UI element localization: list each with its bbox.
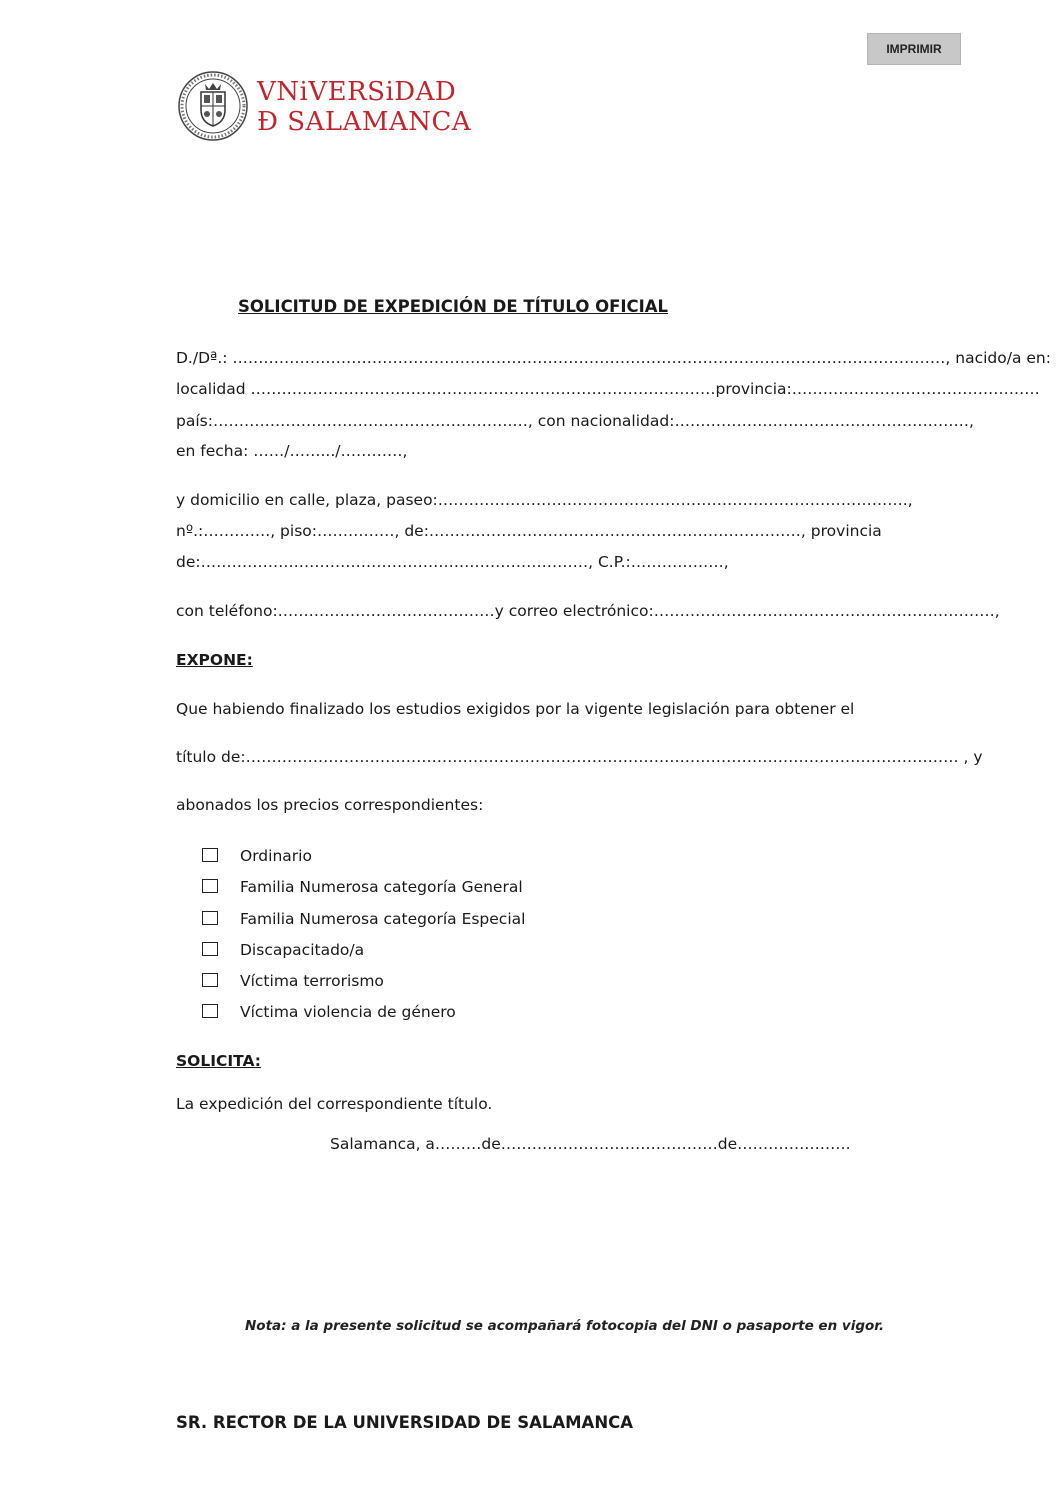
footer-recipient: SR. RECTOR DE LA UNIVERSIDAD DE SALAMANCA bbox=[176, 1413, 634, 1432]
checkbox[interactable] bbox=[202, 942, 218, 956]
solicita-heading: SOLICITA: bbox=[176, 1052, 261, 1070]
field-locality-line[interactable]: localidad ………………………………………………………………………………provincia:………………………………………… bbox=[176, 380, 1040, 398]
option-victima-terrorismo[interactable] bbox=[202, 970, 602, 992]
logo-line-2: Ð SALAMANCA bbox=[257, 107, 472, 137]
print-button[interactable]: IMPRIMIR bbox=[867, 33, 961, 65]
field-country-line[interactable]: país:………………………………………………….…, con nacionalidad:…………………………………………………, bbox=[176, 412, 974, 430]
field-name-line[interactable]: D./Dª.: …………………………………………………………………………………………………………………………, nacido/a en: bbox=[176, 349, 1051, 367]
option-label: Familia Numerosa categoría Especial bbox=[240, 910, 526, 928]
option-label: Discapacitado/a bbox=[240, 941, 365, 959]
checkbox[interactable] bbox=[202, 879, 218, 893]
field-degree-line[interactable]: título de:………………………………………………………………………………………………………………………… , y bbox=[176, 748, 983, 766]
logo-line-1: VNiVERSiDAD bbox=[257, 77, 457, 107]
expone-text-1: Que habiendo finalizado los estudios exigidos por la vigente legislación para obtener el bbox=[176, 700, 855, 718]
checkbox[interactable] bbox=[202, 1004, 218, 1018]
option-label: Víctima violencia de género bbox=[240, 1003, 456, 1021]
field-birthdate-line[interactable]: en fecha: ……/…….../…………, bbox=[176, 442, 408, 460]
option-ordinario[interactable] bbox=[202, 845, 602, 867]
option-label: Víctima terrorismo bbox=[240, 972, 384, 990]
checkbox[interactable] bbox=[202, 973, 218, 987]
note-text: Nota: a la presente solicitud se acompañará fotocopia del DNI o pasaporte en vigor. bbox=[245, 1318, 885, 1334]
field-province-line[interactable]: de:…………………………………………………………………, C.P.:………………, bbox=[176, 553, 729, 571]
form-title: SOLICITUD DE EXPEDICIÓN DE TÍTULO OFICIAL bbox=[238, 297, 669, 316]
university-logo bbox=[177, 70, 472, 145]
place-date-line[interactable]: Salamanca, a………de……………………………………de…………………. bbox=[330, 1135, 851, 1153]
expone-heading: EXPONE: bbox=[176, 651, 253, 669]
option-victima-violencia[interactable] bbox=[202, 1001, 602, 1023]
option-discapacitado[interactable] bbox=[202, 939, 602, 961]
option-familia-general[interactable] bbox=[202, 876, 602, 898]
field-number-line[interactable]: nº.:…………., piso:……………, de:………………………………………………………………, provincia bbox=[176, 522, 882, 540]
solicita-text: La expedición del correspondiente título. bbox=[176, 1095, 493, 1113]
university-seal-icon bbox=[177, 70, 249, 142]
field-address-line[interactable]: y domicilio en calle, plaza, paseo:………………………………………………………………………………., bbox=[176, 491, 913, 509]
checkbox[interactable] bbox=[202, 848, 218, 862]
option-label: Ordinario bbox=[240, 847, 312, 865]
field-contact-line[interactable]: con teléfono:……………………………………y correo electrónico:…………………………………………………………, bbox=[176, 602, 1000, 620]
expone-text-3: abonados los precios correspondientes: bbox=[176, 796, 484, 814]
option-familia-especial[interactable] bbox=[202, 908, 602, 930]
checkbox[interactable] bbox=[202, 911, 218, 925]
option-label: Familia Numerosa categoría General bbox=[240, 878, 523, 896]
